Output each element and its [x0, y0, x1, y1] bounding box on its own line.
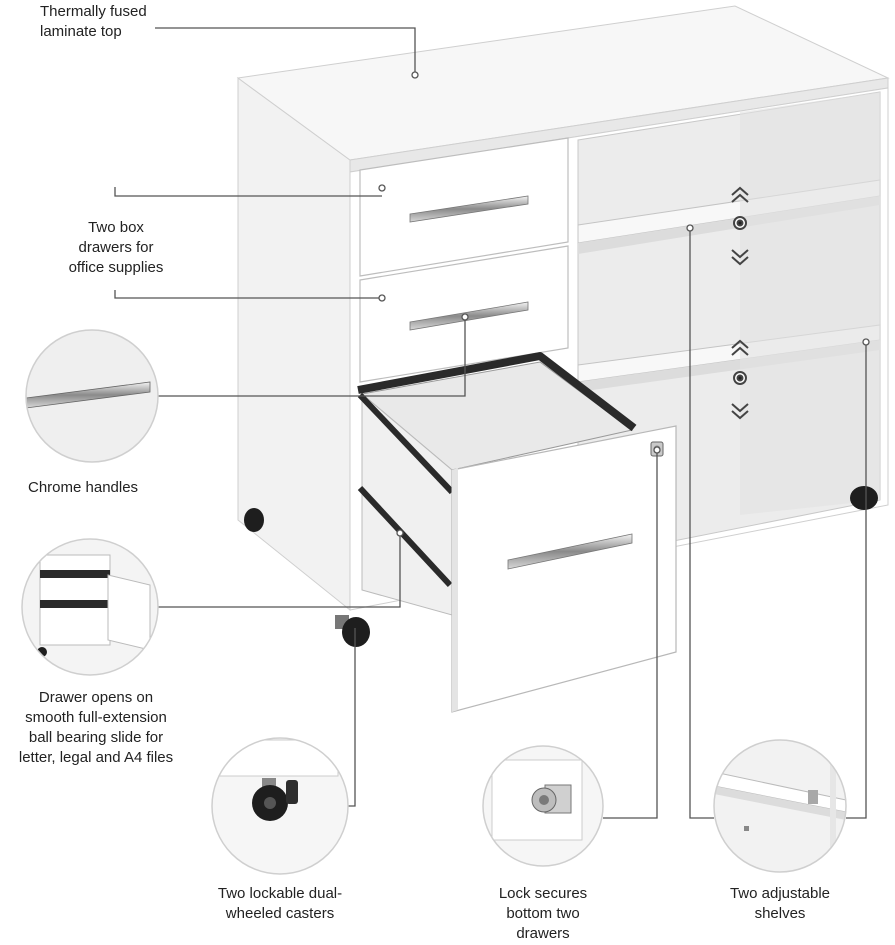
callout-line: bottom two: [506, 905, 580, 922]
callout-lock: [488, 884, 598, 944]
callout-shelves: [712, 884, 848, 924]
callout-line: Lock secures: [498, 885, 588, 902]
callout-casters: [200, 884, 360, 924]
caster-wheel-icon: [850, 486, 878, 510]
callout-drawer-slide: [6, 688, 186, 768]
file-drawer-front: [452, 426, 676, 712]
detail-circle-lock: [480, 745, 610, 875]
callout-line: drawers: [516, 925, 570, 942]
callout-line: shelves: [754, 905, 806, 922]
caster-wheel-icon: [335, 615, 370, 647]
callout-line: ball bearing slide for: [28, 729, 164, 746]
callout-line: Two lockable dual-: [217, 885, 343, 902]
callout-line: Drawer opens on: [38, 689, 154, 706]
caster-wheel-icon: [244, 508, 264, 532]
callout-line: Two adjustable: [729, 885, 831, 902]
detail-circle-casters: [210, 736, 350, 876]
detail-circle-shelves: [710, 736, 850, 876]
callout-line: wheeled casters: [225, 905, 335, 922]
callout-line: Two box: [88, 219, 144, 236]
callout-line: office supplies: [68, 259, 164, 276]
cabinet: [238, 6, 888, 712]
callout-line: drawers for: [78, 239, 154, 256]
callout-laminate-top: [40, 2, 147, 42]
detail-circle-chrome-handle: [20, 320, 170, 470]
callout-chrome-handles: [28, 478, 138, 498]
callout-line: letter, legal and A4 files: [18, 749, 174, 766]
callout-box-drawers: [58, 218, 174, 278]
callout-line: Chrome handles: [28, 479, 139, 496]
detail-circle-drawer-slide: [20, 535, 170, 685]
callout-line: Thermally fused: [40, 3, 147, 20]
leader-casters: [348, 628, 355, 806]
callout-line: smooth full-extension: [25, 709, 167, 726]
callout-line: laminate top: [40, 23, 122, 40]
